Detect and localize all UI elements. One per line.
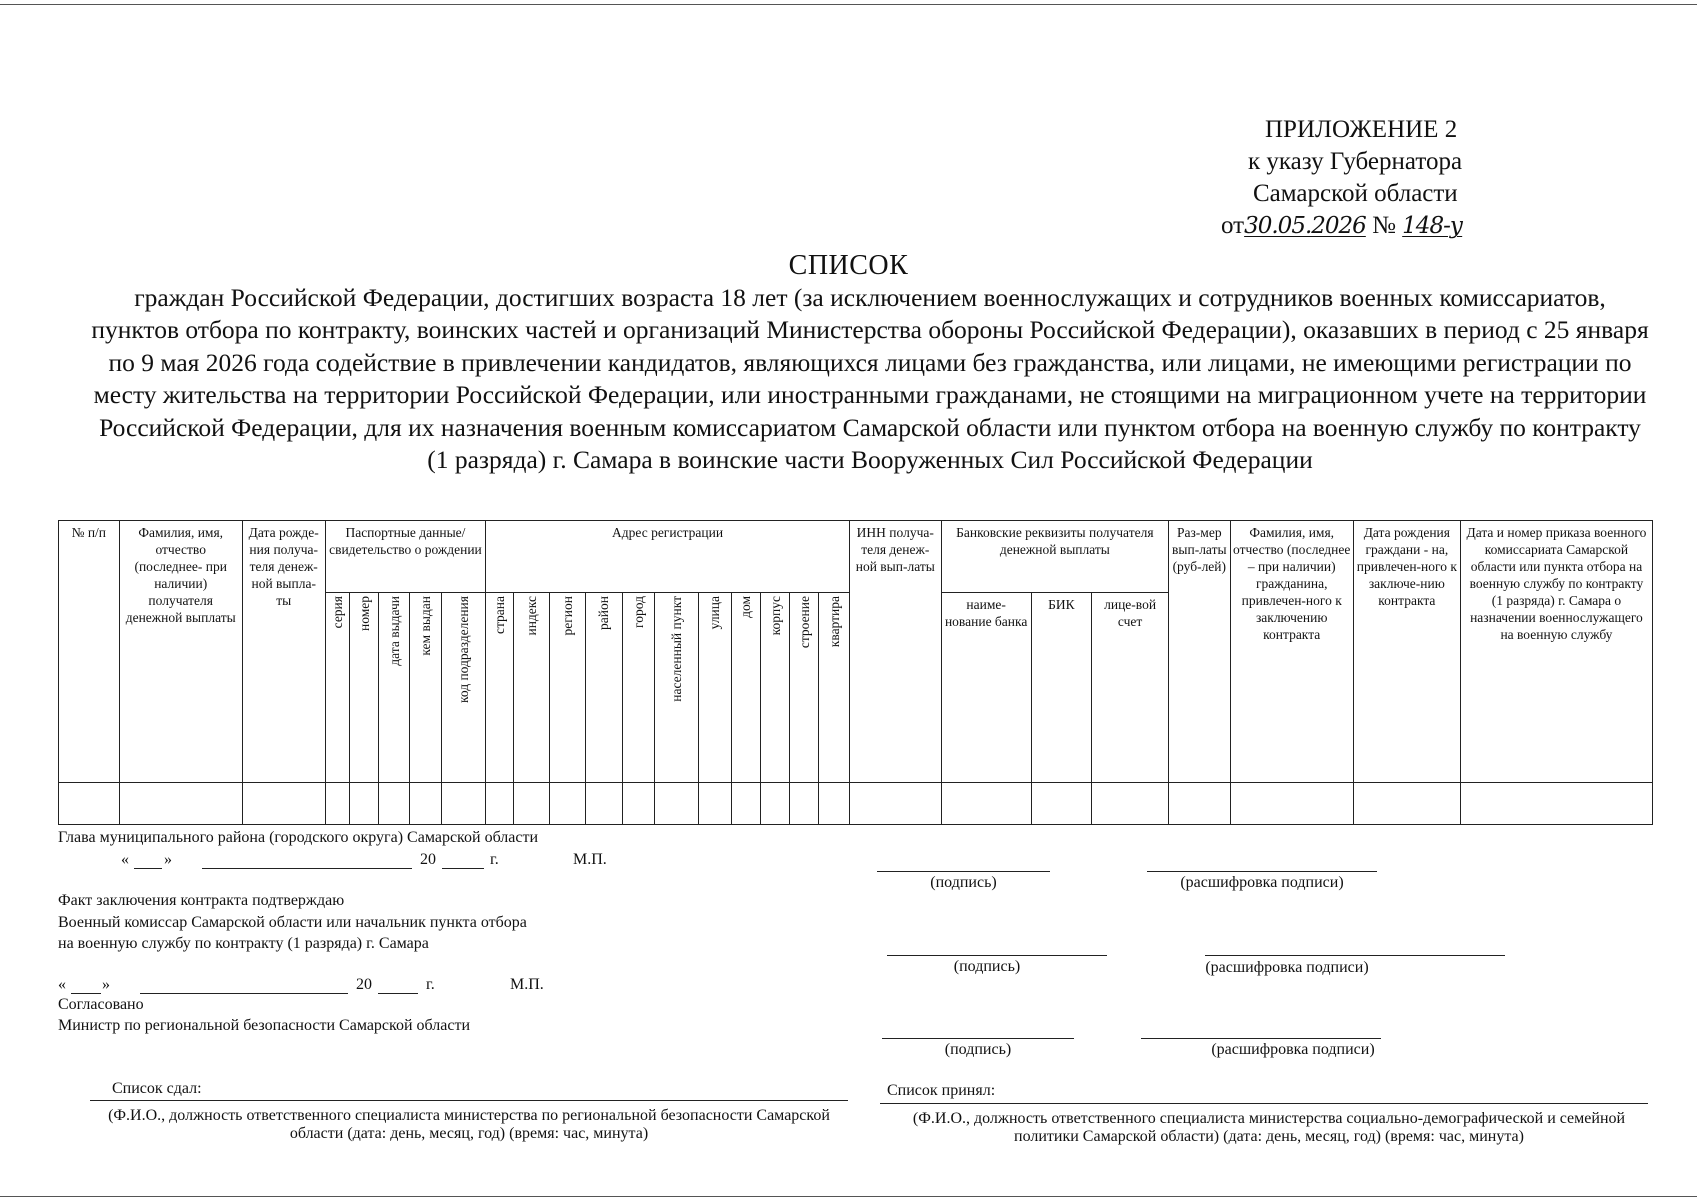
col-label: район [596, 596, 612, 630]
table-cell[interactable] [549, 783, 585, 825]
table-cell[interactable] [486, 783, 513, 825]
table-cell[interactable] [819, 783, 849, 825]
from-label: от [1221, 212, 1245, 239]
appendix-region: Самарской области [1253, 180, 1458, 207]
col-label: дом [738, 596, 754, 618]
col-label: строение [796, 596, 812, 649]
header-recipient-name: Фамилия, имя, отчество (последнее- при наличии) получателя денежной выплаты [119, 521, 242, 783]
list-received-label: Список принял: [887, 1082, 996, 1099]
table-cell[interactable] [790, 783, 819, 825]
head-year-prefix: 20 [420, 851, 436, 868]
minister-signature-line[interactable] [882, 1038, 1074, 1039]
bottom-border-line [0, 1196, 1697, 1197]
head-signature-line[interactable] [877, 871, 1050, 872]
decree-date: 30.05.2026 [1244, 213, 1366, 239]
table-cell[interactable] [410, 783, 441, 825]
col-label: дата выдачи [386, 596, 402, 666]
col-bank-name: наиме-нование банка [941, 593, 1031, 783]
col-address-street [699, 593, 731, 783]
col-passport-issued-by [410, 593, 441, 783]
header-citizen-name: Фамилия, имя, отчество (последнее – при наличии) гражданина, привлечен-ного к заключению контракта [1230, 521, 1353, 783]
col-label: номер [356, 596, 372, 632]
head-stamp-label: М.П. [573, 851, 607, 868]
col-label: код подразделения [456, 596, 471, 704]
commissar-title-line1: Военный комиссар Самарской области или начальник пункта отбора [58, 914, 527, 931]
commissar-signature-caption: (подпись) [953, 958, 1021, 975]
appendix-header [1170, 114, 1500, 242]
col-label: индекс [523, 596, 539, 636]
list-received-line[interactable] [880, 1103, 1648, 1104]
table-cell[interactable] [1092, 783, 1169, 825]
table-cell[interactable] [731, 783, 760, 825]
table-cell[interactable] [760, 783, 789, 825]
col-address-index [513, 593, 549, 783]
number-label: № [1372, 212, 1396, 239]
table-cell[interactable] [1460, 783, 1652, 825]
col-address-country [486, 593, 513, 783]
col-bank-account: лице-вой счет [1092, 593, 1169, 783]
minister-decode-caption: (расшифровка подписи) [1211, 1041, 1375, 1058]
table-cell[interactable] [119, 783, 242, 825]
header-citizen-birthdate: Дата рождения граждани - на, привлечен-ного к заключе-нию контракта [1353, 521, 1460, 783]
table-cell[interactable] [441, 783, 485, 825]
col-passport-issue-date [379, 593, 410, 783]
header-passport: Паспортные данные/ свидетельство о рождении [325, 521, 486, 593]
col-passport-dept-code [441, 593, 485, 783]
table-cell[interactable] [242, 783, 325, 825]
col-address-region [549, 593, 585, 783]
col-label: регион [560, 596, 576, 636]
list-given-label: Список сдал: [112, 1080, 202, 1097]
head-month-line[interactable] [202, 868, 412, 869]
head-date-open: « [121, 851, 129, 868]
table-cell[interactable] [1230, 783, 1353, 825]
col-address-settlement [654, 593, 698, 783]
top-border-line [0, 4, 1697, 5]
header-number: № п/п [59, 521, 120, 783]
head-day-line[interactable] [134, 868, 162, 869]
head-date-close: » [164, 851, 172, 868]
col-label: корпус [767, 596, 783, 636]
list-given-line[interactable] [90, 1100, 848, 1101]
head-decode-caption: (расшифровка подписи) [1180, 874, 1344, 891]
table-cell[interactable] [1353, 783, 1460, 825]
table-cell[interactable] [1031, 783, 1092, 825]
col-label: город [630, 596, 646, 628]
head-title: Глава муниципального района (городского округа) Самарской области [58, 829, 539, 846]
header-amount: Раз-мер вып-латы (руб-лей) [1168, 521, 1230, 783]
commissar-decode-caption: (расшифровка подписи) [1205, 959, 1369, 976]
table-cell[interactable] [622, 783, 654, 825]
contract-fact-label: Факт заключения контракта подтверждаю [58, 892, 345, 909]
table-cell[interactable] [699, 783, 731, 825]
col-label: населенный пункт [669, 596, 685, 702]
head-signature-caption: (подпись) [930, 874, 997, 891]
table-cell[interactable] [1168, 783, 1230, 825]
col-address-apartment [819, 593, 849, 783]
head-year-suffix: г. [490, 851, 499, 868]
table-cell[interactable] [654, 783, 698, 825]
commissar-signature-line[interactable] [887, 955, 1107, 956]
table-cell[interactable] [513, 783, 549, 825]
commissar-year-prefix: 20 [356, 976, 372, 993]
table-cell[interactable] [379, 783, 410, 825]
col-label: серия [329, 596, 345, 629]
header-inn: ИНН получа-теля денеж-ной вып-латы [849, 521, 941, 783]
commissar-title-line2: на военную службу по контракту (1 разряда) г. Самара [58, 935, 429, 952]
commissar-month-line[interactable] [140, 993, 348, 994]
header-address: Адрес регистрации [486, 521, 850, 593]
table-cell[interactable] [325, 783, 349, 825]
appendix-decree: к указу Губернатора [1248, 148, 1463, 175]
header-recipient-birthdate: Дата рожде-ния получа-теля денеж-ной выпла-ты [242, 521, 325, 783]
col-address-city [622, 593, 654, 783]
col-label: улица [707, 596, 723, 630]
list-received-note: (Ф.И.О., должность ответственного специалиста министерства социально-демографической и семейной политики Самарской области) (дата: день, месяц, год) (время: час, минута) [912, 1110, 1626, 1145]
table-cell[interactable] [59, 783, 120, 825]
agreed-label: Согласовано [58, 996, 144, 1013]
list-given-note: (Ф.И.О., должность ответственного специалиста министерства по региональной безопасности Самарской области (дата: день, месяц, год) (время: час, минута) [108, 1107, 830, 1142]
appendix-date-number [1170, 210, 1500, 242]
decree-number: 148-у [1402, 213, 1463, 239]
minister-title: Министр по региональной безопасности Самарской области [58, 1017, 471, 1034]
commissar-date-open: « [58, 976, 66, 993]
commissar-decode-line[interactable] [1205, 955, 1505, 956]
col-address-district [586, 593, 622, 783]
commissar-date-close: » [102, 976, 110, 993]
col-label: страна [491, 596, 507, 635]
appendix-title: ПРИЛОЖЕНИЕ 2 [1265, 116, 1458, 143]
col-passport-number [349, 593, 378, 783]
recipients-table [58, 520, 1653, 825]
header-order: Дата и номер приказа военного комиссариата Самарской области или пункта отбора на военную службу по контракту (1 разряда) г. Самара о назначении военнослужащего на военную службу [1460, 521, 1652, 783]
head-year-line[interactable] [442, 868, 484, 869]
table-cell[interactable] [941, 783, 1031, 825]
table-cell[interactable] [586, 783, 622, 825]
header-bank: Банковские реквизиты получателя денежной выплаты [941, 521, 1168, 593]
col-address-block [760, 593, 789, 783]
table-row [59, 783, 1653, 825]
col-passport-series [325, 593, 349, 783]
col-address-house [731, 593, 760, 783]
col-bank-bik: БИК [1031, 593, 1092, 783]
table-cell[interactable] [849, 783, 941, 825]
table-cell[interactable] [349, 783, 378, 825]
document-intro: граждан Российской Федерации, достигших возраста 18 лет (за исключением военнослужащих и сотрудников военных комиссариатов, пунктов отбора по контракту, воинских частей и организаций Министерства обороны Российской Федерации), оказавших в период с 25 января по 9 мая 2026 года содействие в привлечении кандидатов, являющихся лицами без гражданства, или лицами, не имеющими регистрации по месту жительства на территории Российской Федерации, или иностранными гражданами, не стоящими на миграционном учете на территории Российской Федерации, для их назначения военным комиссариатом Самарской области или пунктом отбора на военную службу по контракту (1 разряда) г. Самара в воинские части Вооруженных Сил Российской Федерации [91, 283, 1649, 475]
col-label: кем выдан [418, 596, 434, 656]
commissar-day-line[interactable] [71, 993, 101, 994]
head-decode-line[interactable] [1147, 871, 1377, 872]
commissar-year-line[interactable] [378, 993, 418, 994]
commissar-year-suffix: г. [426, 976, 435, 993]
col-label: квартира [826, 596, 842, 648]
minister-signature-caption: (подпись) [944, 1041, 1012, 1058]
document-title: СПИСОК [788, 250, 909, 281]
commissar-stamp-label: М.П. [510, 976, 544, 993]
col-address-building [790, 593, 819, 783]
minister-decode-line[interactable] [1141, 1038, 1381, 1039]
